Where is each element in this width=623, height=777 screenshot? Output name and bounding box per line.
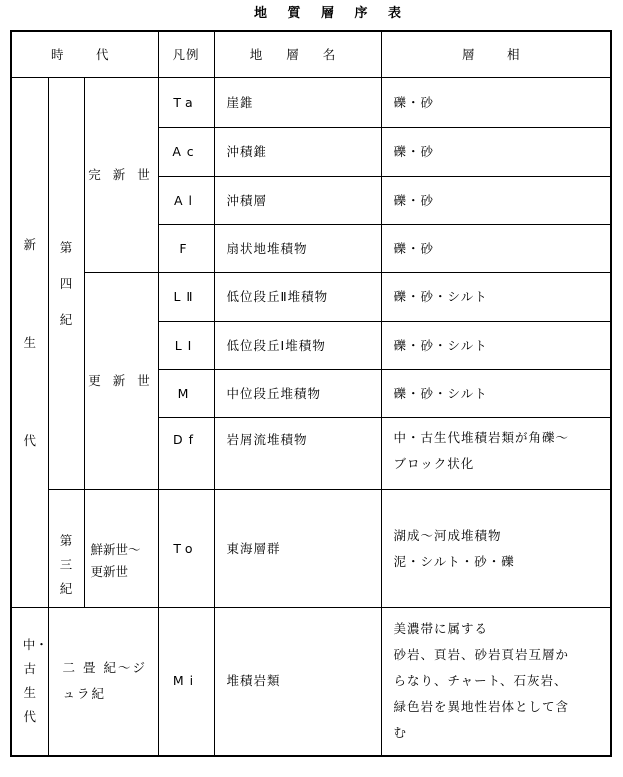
era-cenozoic-label: 新生代 (23, 236, 36, 448)
facies-line: 美濃帯に属する (393, 621, 489, 637)
legend-symbol: To (158, 490, 214, 608)
facies-text (381, 490, 611, 608)
formation-name: 扇状地堆積物 (214, 225, 381, 273)
legend-symbol: Df (158, 418, 214, 490)
formation-name: 崖錐 (214, 78, 381, 128)
epoch-line: 鮮新世～ (90, 542, 141, 557)
formation-name: 沖積層 (214, 177, 381, 225)
table-row (11, 78, 611, 128)
epoch-pliocene-pleistocene (84, 490, 158, 608)
period-quaternary (48, 78, 84, 490)
facies-line: 泥・シルト・砂・礫 (393, 553, 515, 569)
formation-name: 沖積錐 (214, 128, 381, 177)
legend-symbol: Mi (158, 608, 214, 756)
header-facies: 層 相 (381, 31, 611, 78)
table-row (11, 490, 611, 608)
header-formation: 地 層 名 (214, 31, 381, 78)
formation-name: 低位段丘Ⅰ堆積物 (214, 322, 381, 370)
formation-name: 堆積岩類 (214, 608, 381, 756)
legend-symbol: LⅡ (158, 273, 214, 322)
facies-text (381, 608, 611, 756)
period-quaternary-label: 第四紀 (59, 239, 73, 327)
facies-text: 礫・砂・シルト (381, 322, 611, 370)
formation-name: 中位段丘堆積物 (214, 370, 381, 418)
table-row (11, 273, 611, 322)
facies-text: 礫・砂 (381, 177, 611, 225)
legend-symbol: M (158, 370, 214, 418)
legend-symbol: LⅠ (158, 322, 214, 370)
formation-name: 岩屑流堆積物 (214, 418, 381, 490)
facies-text: 礫・砂 (381, 78, 611, 128)
stratigraphic-table (10, 30, 612, 757)
era-meso-paleozoic-label: 中・古生代 (22, 637, 48, 725)
period-tertiary-label: 第三紀 (59, 533, 73, 596)
facies-text: 礫・砂・シルト (381, 273, 611, 322)
facies-line: 緑色岩を異地性岩体として含 (393, 699, 570, 715)
table-title: 地 質 層 序 表 (253, 6, 410, 21)
era-meso-paleozoic (11, 608, 48, 756)
facies-text: 礫・砂 (381, 225, 611, 273)
table-row (11, 608, 611, 756)
facies-line: 砂岩、頁岩、砂岩頁岩互層か (393, 647, 570, 663)
facies-text (381, 418, 611, 490)
facies-line: ブロック状化 (393, 456, 475, 471)
facies-line: 中・古生代堆積岩類が角礫～ (393, 430, 570, 445)
period-tertiary (48, 490, 84, 608)
header-age: 時 代 (11, 31, 158, 78)
facies-text: 礫・砂 (381, 128, 611, 177)
era-cenozoic (11, 78, 48, 608)
formation-name: 東海層群 (214, 490, 381, 608)
period-permian-jurassic-label: 二 畳 紀～ジュラ紀 (62, 660, 147, 702)
epoch-line: 更新世 (90, 564, 129, 579)
legend-symbol: Al (158, 177, 214, 225)
header-legend: 凡例 (158, 31, 214, 78)
legend-symbol: Ta (158, 78, 214, 128)
epoch-pleistocene: 更 新 世 (84, 273, 158, 490)
period-permian-jurassic (48, 608, 158, 756)
facies-text: 礫・砂・シルト (381, 370, 611, 418)
facies-line: 湖成～河成堆積物 (393, 527, 502, 543)
facies-line: らなり、チャート、石灰岩、 (393, 673, 568, 689)
legend-symbol: Ac (158, 128, 214, 177)
header-row (11, 31, 611, 78)
epoch-holocene: 完 新 世 (84, 78, 158, 273)
facies-line: む (393, 725, 408, 741)
formation-name: 低位段丘Ⅱ堆積物 (214, 273, 381, 322)
legend-symbol: F (158, 225, 214, 273)
